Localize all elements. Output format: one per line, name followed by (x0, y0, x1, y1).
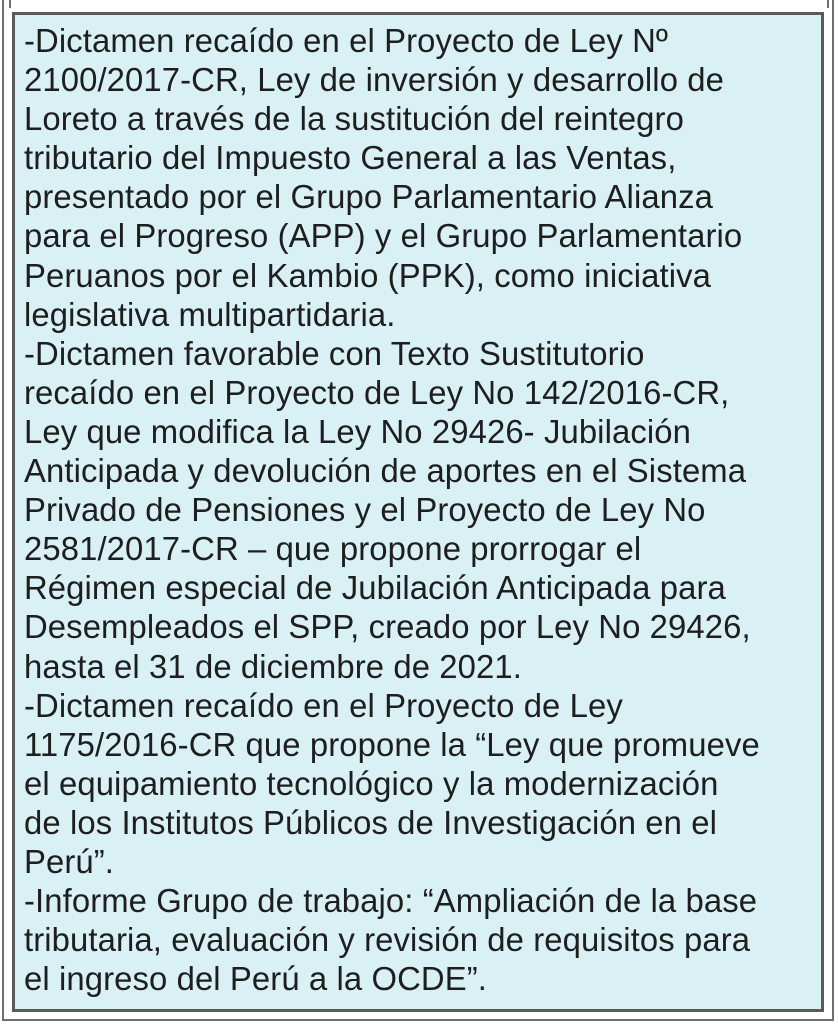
text-line: legislativa multipartidaria. (24, 295, 396, 333)
text-line: el equipamiento tecnológico y la modernización (24, 764, 719, 802)
text-line: presentado por el Grupo Parlamentario Alianza (24, 178, 713, 216)
text-line: Privado de Pensiones y el Proyecto de Ley No (24, 491, 706, 529)
text-line: 2100/2017-CR, Ley de inversión y desarrollo de (24, 61, 724, 99)
text-line: Peruanos por el Kambio (PPK), como iniciativa (24, 256, 712, 294)
text-line: recaído en el Proyecto de Ley No 142/2016-CR, (24, 373, 730, 411)
text-line: -Dictamen favorable con Texto Sustitutorio (24, 334, 645, 372)
text-line: 2581/2017-CR – que propone prorrogar el (24, 530, 642, 568)
text-line: el ingreso del Perú a la OCDE”. (24, 960, 487, 998)
text-line: hasta el 31 de diciembre de 2021. (24, 647, 522, 685)
text-line: Loreto a través de la sustitución del reintegro (24, 100, 684, 138)
text-line: Desempleados el SPP, creado por Ley No 29426, (24, 608, 751, 646)
text-line: Anticipada y devolución de aportes en el Sistema (24, 452, 747, 490)
text-line: Ley que modifica la Ley No 29426- Jubilación (24, 412, 691, 450)
text-line: tributario del Impuesto General a las Ventas, (24, 139, 677, 177)
text-line: -Informe Grupo de trabajo: “Ampliación de la base (24, 882, 758, 920)
text-line: -Dictamen recaído en el Proyecto de Ley Nº (24, 22, 668, 59)
table-cell (12, 12, 824, 1012)
text-line: de los Institutos Públicos de Investigación en el (24, 803, 718, 841)
text-line: -Dictamen recaído en el Proyecto de Ley (24, 686, 623, 724)
text-line: 1175/2016-CR que propone la “Ley que promueve (24, 725, 760, 763)
text-line: Perú”. (24, 842, 115, 880)
cell-text-block (24, 21, 824, 998)
text-line: Régimen especial de Jubilación Anticipada para (24, 569, 726, 607)
text-line: para el Progreso (APP) y el Grupo Parlamentario (24, 217, 743, 255)
text-line: tributaria, evaluación y revisión de requisitos para (24, 921, 751, 959)
